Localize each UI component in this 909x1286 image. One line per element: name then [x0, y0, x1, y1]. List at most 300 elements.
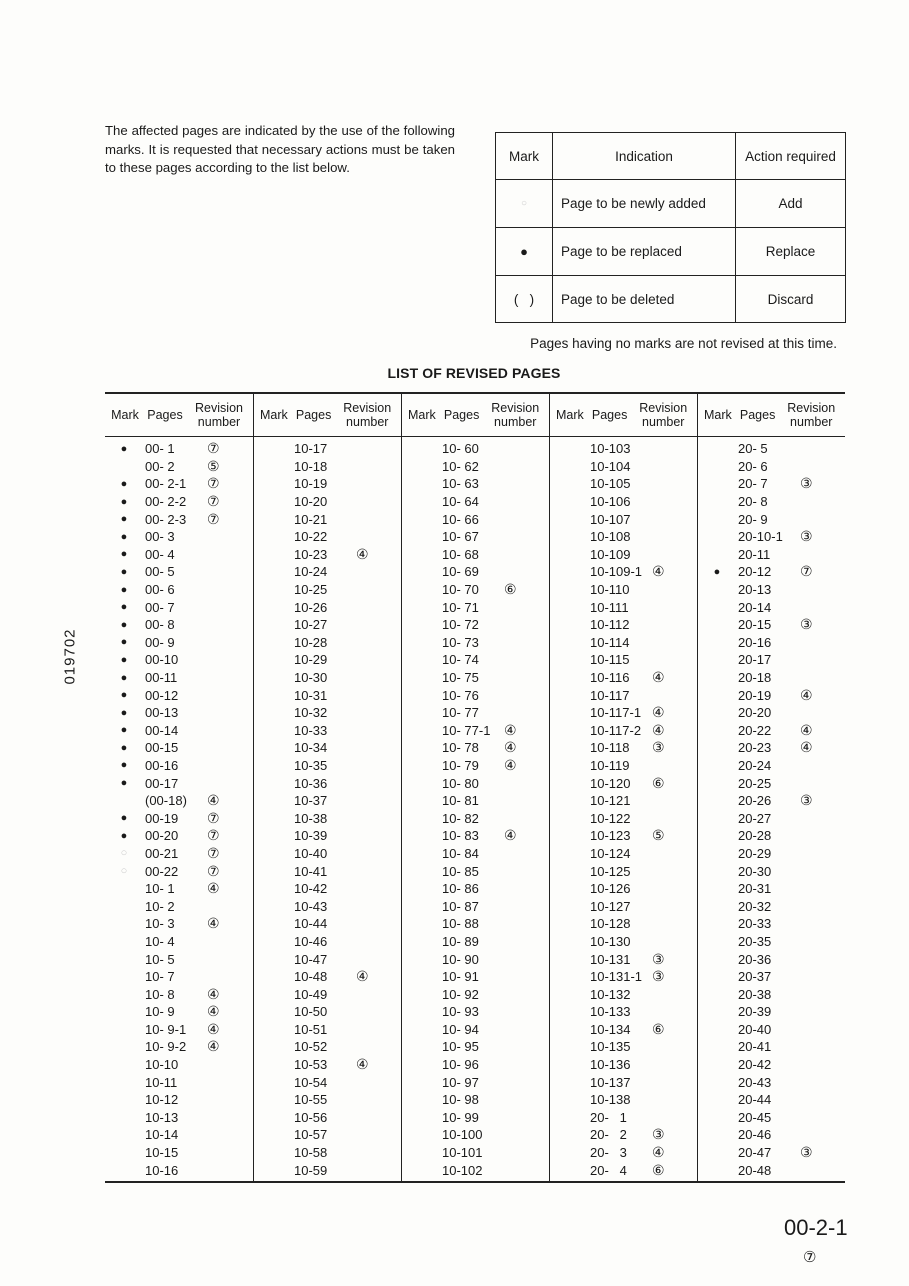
table-row	[402, 704, 549, 722]
page-cell: 20-43	[738, 1074, 772, 1090]
table-row	[402, 968, 549, 986]
page-cell: 10- 62	[442, 458, 479, 474]
table-row	[550, 862, 697, 880]
revision-cell: ④	[652, 669, 665, 686]
page-cell: 10-112	[590, 617, 630, 633]
page-cell: 10-131	[590, 951, 631, 967]
page-cell: 10-53	[294, 1057, 328, 1073]
header-group	[401, 394, 549, 436]
table-row	[254, 739, 401, 757]
table-row	[550, 1091, 697, 1109]
table-row	[105, 669, 253, 687]
table-row	[105, 1109, 253, 1127]
page-cell: 20-32	[738, 898, 772, 914]
table-row	[402, 950, 549, 968]
page-cell: 20-48	[738, 1162, 772, 1178]
table-row	[550, 634, 697, 652]
table-row	[698, 722, 845, 740]
page-cell: 10-32	[294, 705, 328, 721]
table-row	[402, 546, 549, 564]
table-row	[402, 598, 549, 616]
page-cell: 10-117-2	[590, 722, 642, 738]
page-cell: 20- 1	[590, 1109, 627, 1125]
revision-cell: ③	[652, 1126, 665, 1143]
table-row	[550, 757, 697, 775]
table-row	[550, 1003, 697, 1021]
table-row	[402, 862, 549, 880]
page-cell: 20- 9	[738, 511, 768, 527]
page-cell: 10-13	[145, 1109, 179, 1125]
page-cell: 10- 79	[442, 757, 479, 773]
page-cell: 10- 96	[442, 1057, 479, 1073]
table-row	[698, 634, 845, 652]
table-row	[254, 968, 401, 986]
page-cell: 00-12	[145, 687, 179, 703]
table-row	[254, 1126, 401, 1144]
page-cell: 10-127	[590, 898, 631, 914]
page-cell: 10- 67	[442, 529, 479, 545]
page-cell: 20-45	[738, 1109, 772, 1125]
table-row	[105, 634, 253, 652]
page-cell: 20-28	[738, 828, 772, 844]
page-cell: 00-10	[145, 652, 179, 668]
table-row	[105, 510, 253, 528]
table-row	[550, 897, 697, 915]
page-cell: 10- 77	[442, 705, 479, 721]
table-row	[254, 686, 401, 704]
page-cell: 20-36	[738, 951, 772, 967]
page-cell: 00-16	[145, 757, 179, 773]
page-cell: 10-24	[294, 564, 328, 580]
table-row	[550, 1021, 697, 1039]
table-row	[402, 669, 549, 687]
page-cell: 10-130	[590, 933, 631, 949]
page-cell: 10-23	[294, 546, 328, 562]
page-cell: 10- 82	[442, 810, 479, 826]
table-row	[550, 475, 697, 493]
page-cell: 20-47	[738, 1145, 772, 1161]
table-row	[105, 968, 253, 986]
table-row	[402, 1038, 549, 1056]
revision-cell: ④	[504, 739, 517, 756]
table-row	[105, 880, 253, 898]
header-revision: Revision number	[195, 401, 243, 429]
table-row	[402, 1109, 549, 1127]
page-cell: 10-38	[294, 810, 328, 826]
table-row	[105, 862, 253, 880]
table-row	[698, 493, 845, 511]
table-row	[105, 950, 253, 968]
page-cell: 20-30	[738, 863, 772, 879]
header-mark: Mark	[703, 408, 732, 422]
table-row	[550, 651, 697, 669]
revision-cell: ⑦	[207, 809, 220, 826]
page-cell: 20-15	[738, 617, 772, 633]
revision-cell: ④	[356, 1056, 369, 1073]
table-row	[698, 458, 845, 476]
page-cell: 20-16	[738, 634, 772, 650]
table-row	[550, 722, 697, 740]
page-cell: 20- 3	[590, 1145, 627, 1161]
table-body	[105, 437, 845, 1181]
table-row	[105, 704, 253, 722]
page-cell: 10-35	[294, 757, 328, 773]
table-row	[402, 1021, 549, 1039]
mark-cell: ●	[120, 724, 128, 737]
mark-cell: ●	[120, 741, 128, 754]
revision-cell: ⑦	[207, 493, 220, 510]
page-cell: 10-103	[590, 441, 631, 457]
revision-cell: ④	[504, 827, 517, 844]
mark-delete-action: Discard	[736, 276, 846, 323]
revision-cell: ④	[207, 985, 220, 1002]
marks-header-mark: Mark	[496, 133, 553, 180]
page-cell: 20-13	[738, 582, 772, 598]
table-row	[550, 1126, 697, 1144]
table-row	[698, 598, 845, 616]
page-cell: 10-107	[590, 511, 631, 527]
page-cell: 10-39	[294, 828, 328, 844]
page-cell: 10-122	[590, 810, 631, 826]
page-cell: 10- 69	[442, 564, 479, 580]
table-row	[105, 546, 253, 564]
page-cell: 20-39	[738, 1004, 772, 1020]
page-revision-mark: ⑦	[803, 1249, 817, 1266]
header-mark: Mark	[111, 408, 139, 422]
mark-delete-indication: Page to be deleted	[553, 276, 736, 323]
mark-cell: ○	[120, 847, 128, 860]
table-row	[402, 493, 549, 511]
table-row	[698, 862, 845, 880]
mark-cell: ●	[120, 829, 128, 842]
header-group	[253, 394, 401, 436]
table-row	[550, 493, 697, 511]
page-cell: 10-116	[590, 670, 630, 686]
table-row	[254, 722, 401, 740]
table-row	[698, 546, 845, 564]
table-row	[550, 510, 697, 528]
table-row	[402, 440, 549, 458]
revision-cell: ⑦	[207, 862, 220, 879]
page-cell: 00- 5	[145, 564, 175, 580]
page-cell: 10-109	[590, 546, 631, 562]
table-row	[402, 1056, 549, 1074]
table-row	[105, 739, 253, 757]
table-row	[402, 1161, 549, 1179]
table-row	[254, 1021, 401, 1039]
page-cell: 10-48	[294, 969, 328, 985]
table-row	[254, 827, 401, 845]
table-row	[254, 581, 401, 599]
page-cell: 10- 76	[442, 687, 479, 703]
table-row	[105, 827, 253, 845]
table-row	[698, 651, 845, 669]
header-pages: Pages	[591, 408, 628, 422]
table-row	[254, 985, 401, 1003]
mark-cell: ●	[120, 618, 128, 631]
table-row	[105, 475, 253, 493]
table-row	[105, 915, 253, 933]
revision-cell: ④	[207, 880, 220, 897]
revision-cell: ⑥	[652, 1161, 665, 1178]
page-column	[697, 437, 845, 1181]
table-row	[105, 845, 253, 863]
table-row	[254, 1003, 401, 1021]
page-cell: 10- 90	[442, 951, 479, 967]
page-cell: 10-135	[590, 1039, 631, 1055]
table-row	[254, 757, 401, 775]
no-marks-note: Pages having no marks are not revised at this time.	[530, 336, 837, 351]
table-row	[402, 1073, 549, 1091]
page-cell: 10-123	[590, 828, 631, 844]
table-row	[402, 774, 549, 792]
table-row	[550, 915, 697, 933]
table-row	[550, 686, 697, 704]
page-cell: 20-11	[738, 546, 771, 562]
table-row	[698, 1056, 845, 1074]
mark-cell: ●	[120, 777, 128, 790]
revision-cell: ⑦	[207, 475, 220, 492]
marks-header-indication: Indication	[553, 133, 736, 180]
table-row	[550, 669, 697, 687]
page-cell: 10- 2	[145, 898, 175, 914]
table-row	[698, 774, 845, 792]
table-row	[105, 581, 253, 599]
page-cell: 10-102	[442, 1162, 483, 1178]
page-cell: 10- 72	[442, 617, 479, 633]
table-row	[402, 686, 549, 704]
page-cell: 10- 75	[442, 670, 479, 686]
page-cell: 10- 84	[442, 845, 479, 861]
revision-cell: ⑥	[652, 1020, 665, 1037]
page-cell: 10-119	[590, 757, 630, 773]
table-row	[254, 1038, 401, 1056]
page-cell: 00- 7	[145, 599, 175, 615]
header-pages: Pages	[443, 408, 480, 422]
page-cell: 20- 6	[738, 458, 768, 474]
page-cell: 10- 85	[442, 863, 479, 879]
revision-cell: ③	[652, 739, 665, 756]
page-cell: 10-114	[590, 634, 630, 650]
page-cell: 10-137	[590, 1074, 631, 1090]
page-cell: 10- 95	[442, 1039, 479, 1055]
mark-cell: ●	[120, 513, 128, 526]
revision-cell: ④	[800, 721, 813, 738]
page-cell: 10-12	[145, 1092, 179, 1108]
table-row	[254, 1073, 401, 1091]
page-cell: 00-14	[145, 722, 179, 738]
table-row	[550, 1161, 697, 1179]
table-row	[550, 845, 697, 863]
table-row	[105, 897, 253, 915]
table-row	[698, 792, 845, 810]
mark-cell: ●	[120, 601, 128, 614]
table-row	[550, 458, 697, 476]
table-row	[254, 651, 401, 669]
table-row	[254, 475, 401, 493]
page-cell: 20-37	[738, 969, 772, 985]
revision-cell: ⑦	[207, 440, 220, 457]
revision-cell: ③	[800, 1144, 813, 1161]
page-cell: 10- 93	[442, 1004, 479, 1020]
table-row	[698, 1003, 845, 1021]
table-row	[402, 845, 549, 863]
table-row	[698, 616, 845, 634]
page-cell: 20-31	[738, 881, 772, 897]
table-row	[402, 458, 549, 476]
page-cell: 10- 9	[145, 1004, 175, 1020]
page-cell: 10- 70	[442, 582, 479, 598]
page-cell: 10-50	[294, 1004, 328, 1020]
table-row	[402, 1003, 549, 1021]
table-row	[550, 985, 697, 1003]
table-row	[105, 1161, 253, 1179]
table-row	[402, 739, 549, 757]
page-cell: 10-134	[590, 1021, 631, 1037]
table-row	[698, 933, 845, 951]
mark-replace-indication: Page to be replaced	[553, 228, 736, 276]
table-row	[254, 616, 401, 634]
page-column	[105, 437, 253, 1181]
revision-cell: ⑥	[504, 581, 517, 598]
table-row	[550, 792, 697, 810]
page-cell: 10-33	[294, 722, 328, 738]
header-mark: Mark	[555, 408, 584, 422]
page-cell: 20-22	[738, 722, 772, 738]
revision-cell: ④	[504, 721, 517, 738]
table-row	[698, 475, 845, 493]
table-row	[254, 792, 401, 810]
page-cell: 20- 7	[738, 476, 768, 492]
table-row	[402, 757, 549, 775]
table-row	[105, 651, 253, 669]
table-row	[698, 915, 845, 933]
page-cell: 10-14	[145, 1127, 179, 1143]
page-cell: 00-22	[145, 863, 179, 879]
page-cell: 10-49	[294, 986, 328, 1002]
table-row	[254, 510, 401, 528]
table-row	[698, 669, 845, 687]
table-row	[105, 792, 253, 810]
table-row	[550, 1144, 697, 1162]
page-cell: 10- 99	[442, 1109, 479, 1125]
table-row	[254, 704, 401, 722]
page-cell: 10-25	[294, 582, 328, 598]
table-row	[550, 563, 697, 581]
page-number: 00-2-1	[784, 1215, 848, 1240]
table-row	[550, 704, 697, 722]
page-cell: 10- 83	[442, 828, 479, 844]
revision-cell: ④	[207, 792, 220, 809]
table-row	[698, 897, 845, 915]
page-cell: 10-124	[590, 845, 631, 861]
table-row	[698, 563, 845, 581]
revision-cell: ⑤	[207, 457, 220, 474]
mark-add-action: Add	[736, 180, 846, 228]
page-cell: 10- 98	[442, 1092, 479, 1108]
table-row	[698, 739, 845, 757]
page-cell: 10-21	[294, 511, 328, 527]
table-row	[698, 880, 845, 898]
page-cell: 10-125	[590, 863, 631, 879]
table-row	[254, 493, 401, 511]
table-row	[698, 1161, 845, 1179]
page-cell: 00-17	[145, 775, 179, 791]
header-mark: Mark	[259, 408, 288, 422]
page-cell: 10-43	[294, 898, 328, 914]
revision-cell: ⑦	[207, 827, 220, 844]
header-mark: Mark	[407, 408, 436, 422]
table-row	[254, 563, 401, 581]
table-row	[550, 546, 697, 564]
page-cell: 10- 4	[145, 933, 175, 949]
table-row	[105, 1073, 253, 1091]
mark-replace-action: Replace	[736, 228, 846, 276]
mark-cell: ●	[120, 495, 128, 508]
table-row	[550, 1073, 697, 1091]
table-row	[550, 1109, 697, 1127]
table-row	[254, 546, 401, 564]
mark-cell: ●	[120, 565, 128, 578]
page-cell: 20-17	[738, 652, 772, 668]
page-cell: 20-25	[738, 775, 772, 791]
page-cell: 20- 5	[738, 441, 768, 457]
page-cell: 20-10-1	[738, 529, 783, 545]
table-row	[550, 774, 697, 792]
revision-cell: ③	[800, 475, 813, 492]
table-row	[698, 845, 845, 863]
table-row	[105, 1144, 253, 1162]
mark-cell: ●	[120, 653, 128, 666]
page-cell: 10- 3	[145, 916, 175, 932]
page-cell: 20-29	[738, 845, 772, 861]
page-cell: 10-106	[590, 494, 631, 510]
table-row	[254, 1144, 401, 1162]
revision-cell: ④	[356, 968, 369, 985]
page-cell: 20-26	[738, 793, 772, 809]
page-cell: 10-100	[442, 1127, 483, 1143]
page-cell: 10-109-1	[590, 564, 643, 580]
table-row	[550, 827, 697, 845]
table-row	[550, 581, 697, 599]
table-row	[698, 1144, 845, 1162]
revision-cell: ⑦	[800, 563, 813, 580]
revision-cell: ⑦	[207, 510, 220, 527]
mark-cell: ●	[120, 477, 128, 490]
page-cell: 10-26	[294, 599, 328, 615]
table-row	[105, 757, 253, 775]
page-cell: 00- 8	[145, 617, 175, 633]
table-row	[698, 440, 845, 458]
page-cell: 00-20	[145, 828, 179, 844]
page-cell: 00-21	[145, 845, 179, 861]
table-row	[105, 686, 253, 704]
page-cell: 10-52	[294, 1039, 328, 1055]
page-cell: 10-10	[145, 1057, 179, 1073]
table-row	[105, 774, 253, 792]
revision-cell: ④	[207, 1020, 220, 1037]
page-cell: 10-131-1	[590, 969, 643, 985]
mark-cell: ●	[713, 565, 721, 578]
page-cell: 10- 68	[442, 546, 479, 562]
table-row	[550, 440, 697, 458]
table-row	[105, 458, 253, 476]
mark-cell: ●	[120, 812, 128, 825]
header-revision: Revision number	[787, 401, 836, 429]
table-row	[698, 686, 845, 704]
header-revision: Revision number	[491, 401, 540, 429]
table-row	[402, 722, 549, 740]
